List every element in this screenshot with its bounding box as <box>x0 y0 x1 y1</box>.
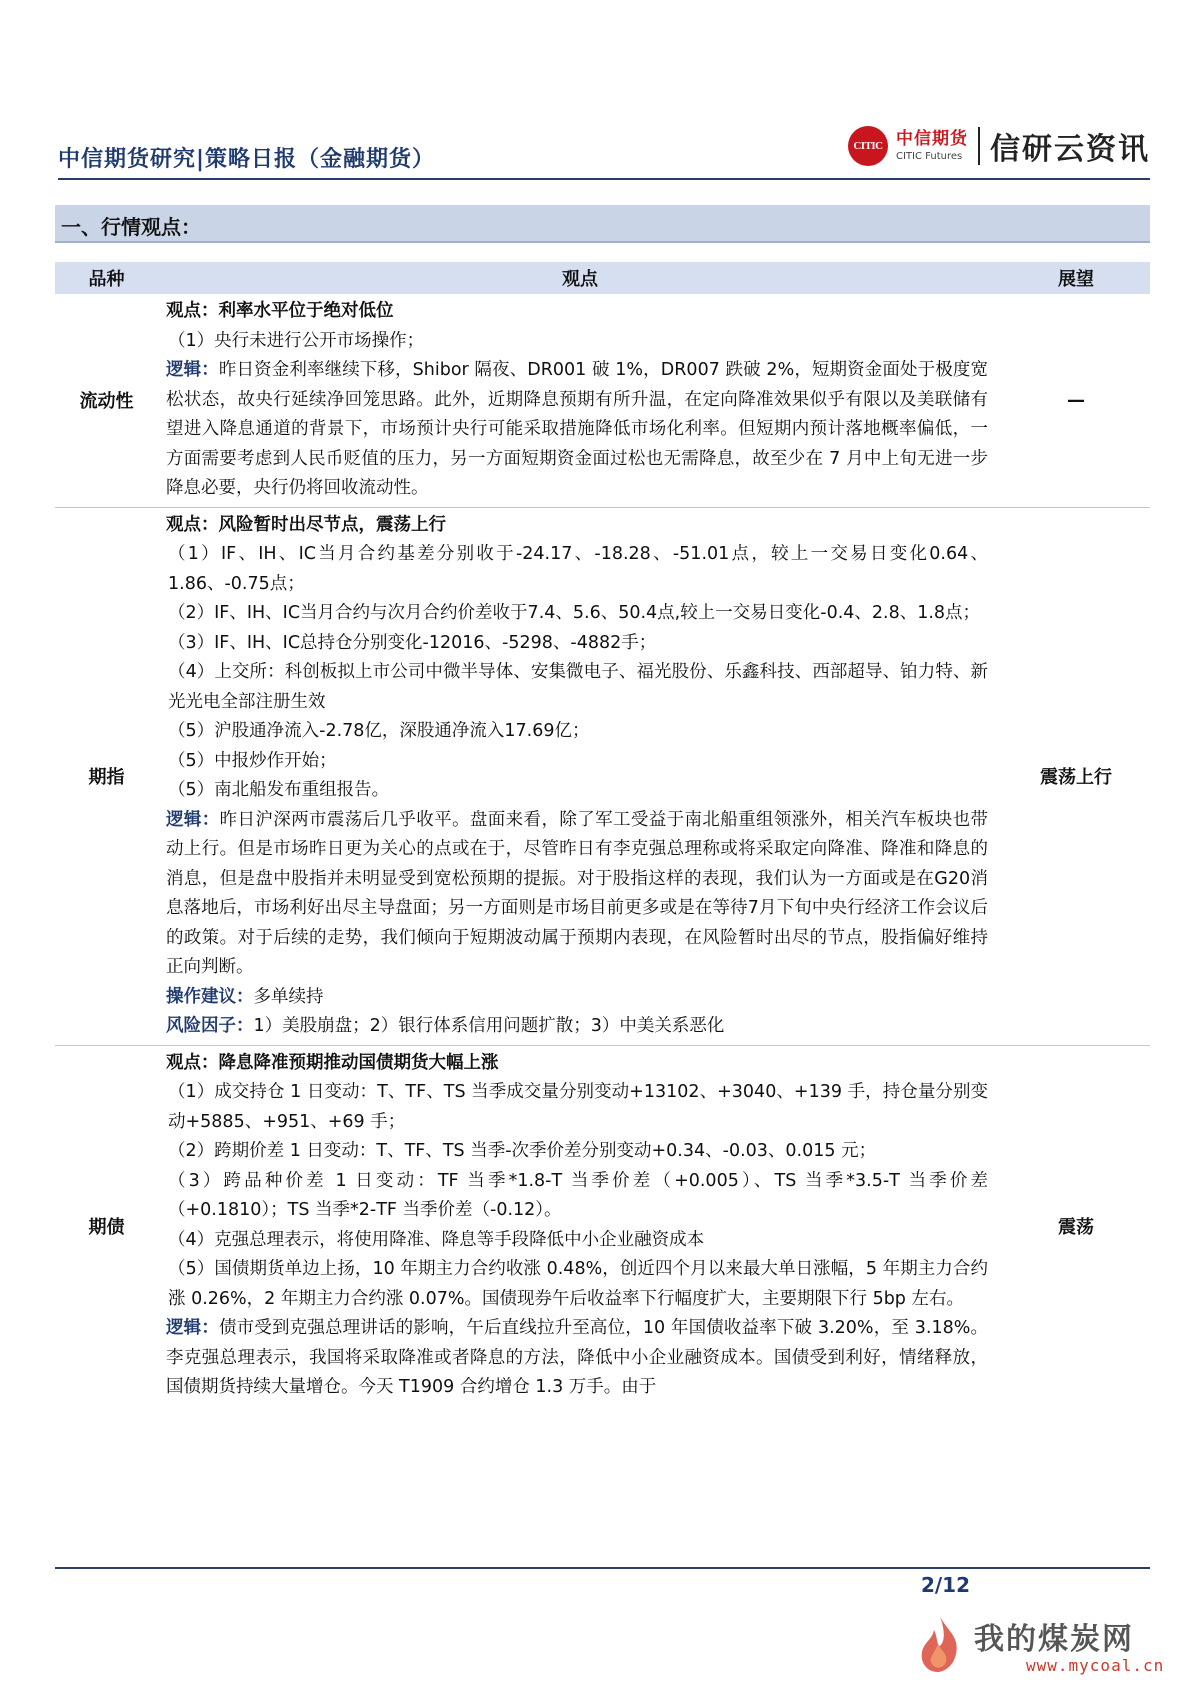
view-line-text: （4）上交所：科创板拟上市公司中微半导体、安集微电子、福光股份、乐鑫科技、西部超导、铂力特、新光光电全部注册生效 <box>168 662 988 712</box>
view-line <box>166 1226 988 1256</box>
section-title: 一、行情观点： <box>61 215 201 239</box>
view-line-label: 观点： <box>166 1052 219 1073</box>
view-line-text: 债市受到克强总理讲话的影响，午后直线拉升至高位，10 年国债收益率下破 3.20%，至 3.18%。李克强总理表示，我国将采取降准或者降息的方法，降低中小企业融资成本。国债受到利好，情绪释放，国债期货持续大量增仓。今天 T1909 合约增仓 1.3 万手。由于 <box>166 1318 989 1397</box>
view-line-label: 操作建议： <box>166 986 254 1007</box>
view-line-label: 逻辑： <box>166 1318 219 1338</box>
view-line <box>166 599 988 629</box>
view-line <box>166 1078 988 1137</box>
row-view <box>158 1045 1002 1406</box>
view-line <box>166 1314 988 1403</box>
table-row <box>55 294 1150 507</box>
view-line-text: （1）成交持仓 1 日变动：T、TF、TS 当季成交量分别变动+13102、+3040、+139 手，持仓量分别变动+5885、+951、+69 手； <box>168 1082 988 1132</box>
flame-icon <box>916 1614 964 1674</box>
view-line-text: （5）国债期货单边上扬，10 年期主力合约收涨 0.48%，创近四个月以来最大单日涨幅，5 年期主力合约涨 0.26%，2 年期主力合约涨 0.07%。国债现券午后收益率下行幅度扩大，主要期限下行 5bp 左右。 <box>168 1259 988 1309</box>
view-line <box>166 540 988 599</box>
row-outlook: 震荡 <box>1058 1216 1094 1238</box>
view-line <box>166 806 988 983</box>
view-line <box>166 629 988 659</box>
view-line-text: 风险暂时出尽节点，震荡上行 <box>218 514 446 535</box>
view-line-text: （2）跨期价差 1 日变动：T、TF、TS 当季-次季价差分别变动+0.34、-0.03、0.015 元； <box>168 1141 877 1161</box>
view-line <box>166 747 988 777</box>
view-line-text: （2）IF、IH、IC当月合约与次月合约价差收于7.4、5.6、50.4点,较上一交易日变化-0.4、2.8、1.8点； <box>168 603 981 623</box>
logo-subtitle: 信研云资讯 <box>990 132 1150 167</box>
view-line-text: 利率水平位于绝对低位 <box>218 301 394 321</box>
report-header <box>58 118 1150 180</box>
view-line <box>166 1137 988 1167</box>
view-line <box>166 776 988 806</box>
view-line-label: 风险因子： <box>166 1016 254 1036</box>
view-line-label: 观点： <box>166 301 219 321</box>
header-view: 观点 <box>158 262 1002 294</box>
view-line-text: 多单续持 <box>253 986 324 1007</box>
view-line <box>166 297 988 327</box>
view-line-text: 昨日资金利率继续下移，Shibor 隔夜、DR001 破 1%，DR007 跌破 2%，短期资金面处于极度宽松状态，故央行延续净回笼思路。此外，近期降息预期有所升温，在定向降准效果似乎有限以及美联储有望进入降息通道的背景下，市场预计央行可能采取措施降低市场化利率。但短期内预计落地概率偏低，一方面需要考虑到人民币贬值的压力，另一方面短期资金面过松也无需降息，故至少在 7 月中上旬无进一步降息必要，央行仍将回收流动性。 <box>166 360 989 498</box>
view-line <box>166 1255 988 1314</box>
logo-divider <box>978 127 980 165</box>
view-line-label: 逻辑： <box>166 360 219 380</box>
row-outlook: — <box>1002 294 1150 507</box>
header-outlook: 展望 <box>1002 262 1150 294</box>
view-line-text: （5）南北船发布重组报告。 <box>168 780 390 800</box>
citic-seal-icon: CITIC <box>848 126 888 166</box>
view-line-text: （1）IF、IH、IC当月合约基差分别收于-24.17、-18.28、-51.01点，较上一交易日变化0.64、1.86、-0.75点； <box>168 544 988 594</box>
table-row <box>55 507 1150 1045</box>
view-line-text: （4）克强总理表示，将使用降准、降息等手段降低中小企业融资成本 <box>168 1229 705 1250</box>
view-line <box>166 511 988 541</box>
view-line-text: 昨日沪深两市震荡后几乎收平。盘面来看，除了军工受益于南北船重组领涨外，相关汽车板块也带动上行。但是市场昨日更为关心的点或在于，尽管昨日有李克强总理称或将采取定向降准、降准和降息的消息，但是盘中股指并未明显受到宽松预期的提振。对于股指这样的表现，我们认为一方面或是在G20消息落地后，市场利好出尽主导盘面；另一方面则是市场目前更多或是在等待7月下旬中央行经济工作会议后的政策。对于后续的走势，我们倾向于短期波动属于预期内表现，在风险暂时出尽的节点，股指偏好维持正向判断。 <box>166 809 989 977</box>
view-line <box>166 983 988 1013</box>
table-header-row <box>55 262 1150 294</box>
view-line <box>166 1049 988 1079</box>
watermark-cn: 我的煤炭网 <box>974 1622 1134 1657</box>
watermark-url: www.mycoal.cn <box>1026 1656 1165 1675</box>
logo-en-text: CITIC Futures <box>896 150 963 162</box>
view-line-text: （5）沪股通净流入-2.78亿，深股通净流入17.69亿； <box>168 721 590 741</box>
view-line-label: 观点： <box>166 514 219 535</box>
header-category: 品种 <box>55 262 158 294</box>
view-line-text: 1）美股崩盘；2）银行体系信用问题扩散；3）中美关系恶化 <box>253 1016 725 1036</box>
row-category: 期债 <box>88 1216 125 1238</box>
view-line-text: （3）跨品种价差 1 日变动：TF 当季*1.8-T 当季价差（+0.005）、TS 当季*3.5-T 当季价差（+0.1810）；TS 当季*2-TF 当季价差（-0.12）。 <box>168 1170 988 1220</box>
citic-logo <box>848 122 1150 170</box>
market-view-table <box>55 262 1150 1406</box>
section-heading <box>55 205 1150 243</box>
logo-cn-text: 中信期货 <box>896 128 968 149</box>
row-view <box>158 294 1002 507</box>
view-line-text: 降息降准预期推动国债期货大幅上涨 <box>218 1052 499 1073</box>
row-category: 流动性 <box>55 294 158 507</box>
view-line-text: （3）IF、IH、IC总持仓分别变化-12016、-5298、-4882手； <box>168 632 657 653</box>
view-line <box>166 327 988 357</box>
row-category: 期指 <box>55 507 158 1045</box>
view-line <box>166 1012 988 1042</box>
view-line <box>166 658 988 717</box>
view-line-text: （5）中报炒作开始； <box>168 750 337 771</box>
row-view <box>158 507 1002 1045</box>
footer-divider <box>55 1567 1150 1569</box>
page-number: 2/12 <box>920 1573 970 1597</box>
view-line <box>166 356 988 504</box>
view-line-text: （1）央行未进行公开市场操作； <box>168 330 425 351</box>
row-outlook: 震荡上行 <box>1002 507 1150 1045</box>
table-row <box>55 1045 1150 1406</box>
report-title: 中信期货研究|策略日报（金融期货） <box>58 147 436 172</box>
mycoal-watermark <box>916 1610 1176 1680</box>
view-line <box>166 1167 988 1226</box>
view-line-label: 逻辑： <box>166 809 220 830</box>
view-line <box>166 717 988 747</box>
